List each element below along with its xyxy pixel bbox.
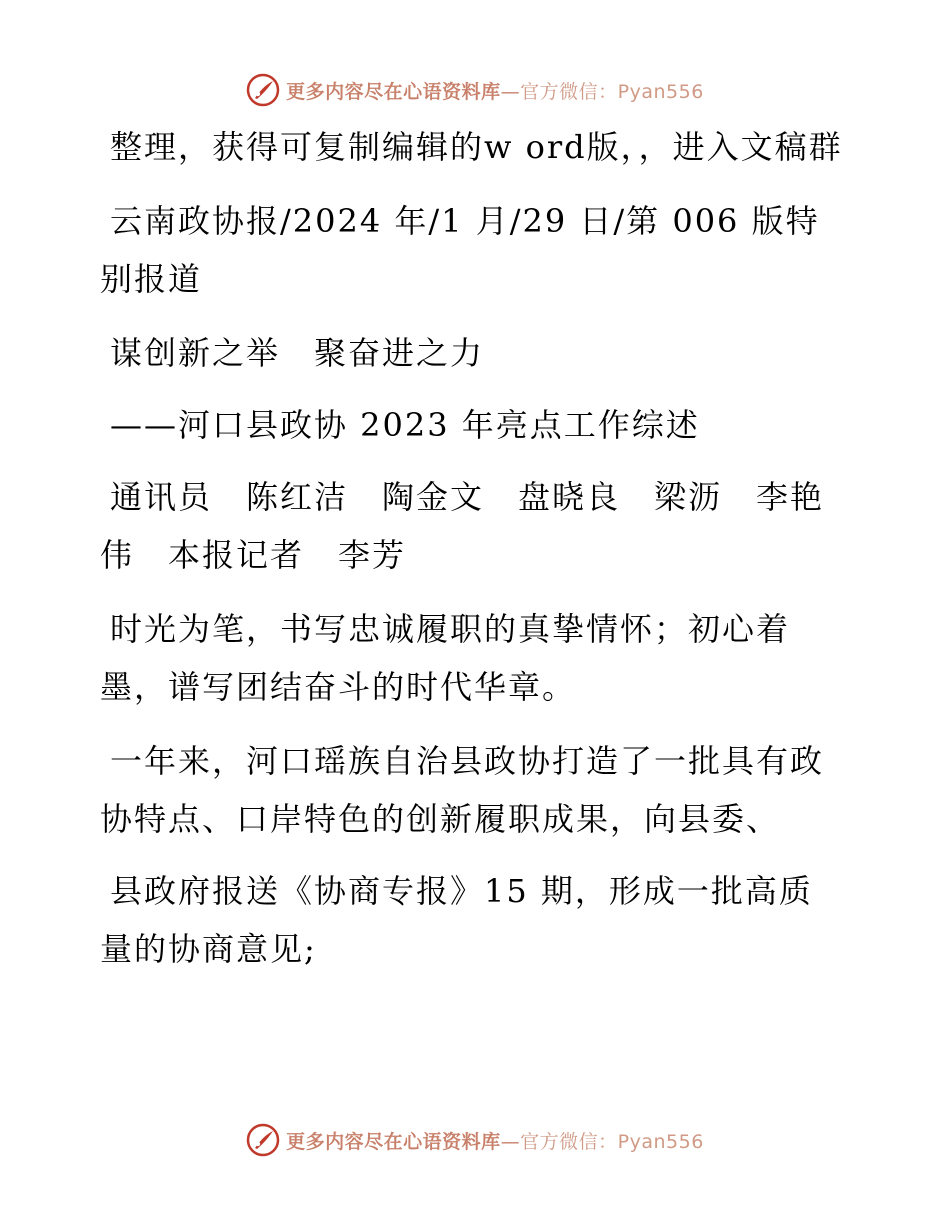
header-watermark [0, 70, 950, 110]
watermark-brand: 更多内容尽在心语资料库 [286, 1130, 501, 1153]
watermark-separator: — [500, 80, 521, 103]
intro-paragraph: 整理，获得可复制编辑的w ord版，，进入文稿群 [110, 128, 843, 166]
watermark-separator: — [500, 1130, 521, 1153]
footer-watermark [0, 1120, 950, 1160]
lead-paragraph: 时光为笔，书写忠诚履职的真挚情怀；初心着墨，谱写团结奋斗的时代华章。 [100, 610, 791, 706]
quill-logo-icon [246, 1123, 280, 1157]
document-body [100, 118, 845, 994]
byline: 通讯员 陈红洁 陶金文 盘晓良 梁沥 李艳伟 本报记者 李芳 [100, 478, 825, 574]
article-title: 谋创新之举 聚奋进之力 [110, 334, 485, 372]
watermark-contact: 官方微信：Pyan556 [520, 1130, 704, 1153]
watermark-text [286, 1127, 704, 1154]
body-paragraph-continued: 县政府报送《协商专报》15 期，形成一批高质量的协商意见; [100, 872, 813, 968]
quill-logo-icon [246, 73, 280, 107]
body-paragraph: 一年来，河口瑶族自治县政协打造了一批具有政协特点、口岸特色的创新履职成果，向县委、 [100, 742, 825, 838]
source-line: 云南政协报/2024 年/1 月/29 日/第 006 版特别报道 [100, 202, 820, 298]
watermark-contact: 官方微信：Pyan556 [520, 80, 704, 103]
watermark-brand: 更多内容尽在心语资料库 [286, 80, 501, 103]
article-subtitle: ——河口县政协 2023 年亮点工作综述 [110, 406, 700, 444]
watermark-text [286, 77, 704, 104]
